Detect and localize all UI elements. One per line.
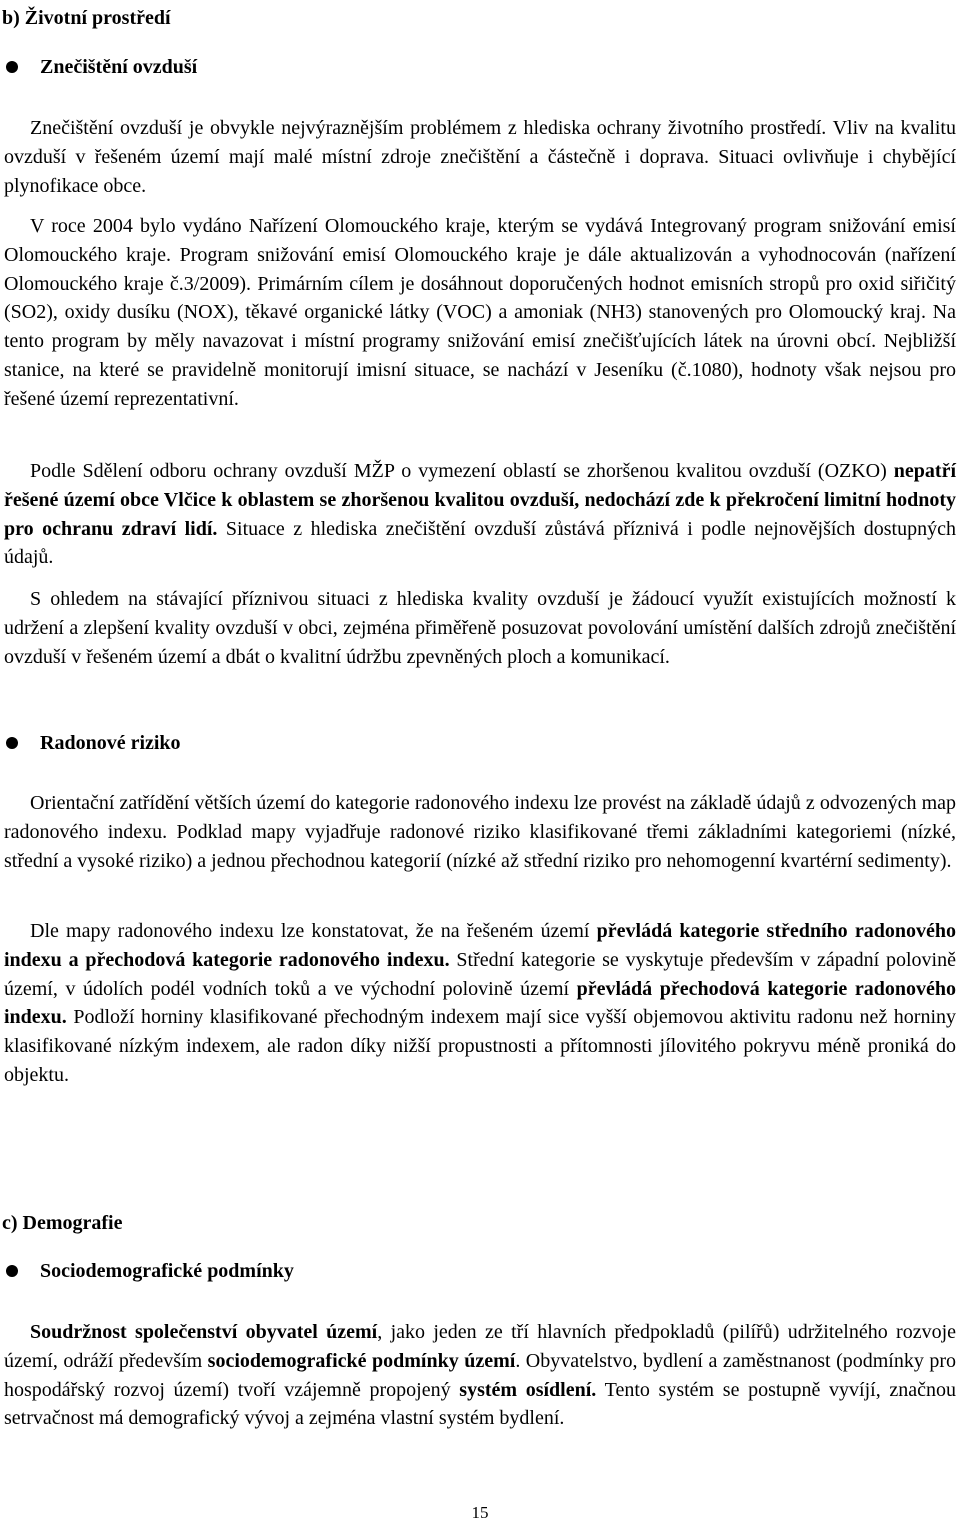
radon-paragraph-1: Orientační zatřídění větších území do kategorie radonového indexu lze provést na základě údajů z odvozených map radonového indexu. Podklad mapy vyjadřuje radonové riziko klasifikované třemi základními kategoriemi (nízké, střední a vysoké riziko) a jednou přechodnou kategorií (nízké až střední riziko pro nehomogenní kvartérní sedimenty).	[4, 792, 956, 872]
section-c-title: c) Demografie	[2, 1212, 123, 1234]
socio-paragraph-1	[4, 1318, 956, 1433]
air-p3-bold: nepatří řešené území obce Vlčice k oblastem se zhoršenou kvalitou ovzduší, nedochází zde k překročení limitní hodnoty pro ochranu zdraví lidí.	[4, 460, 956, 540]
radon-p2-bold-1: převládá kategorie středního radonového indexu a přechodová kategorie radonového indexu.	[4, 920, 956, 971]
radon-p2-text-a: Dle mapy radonového indexu lze konstatovat, že na řešeném území	[30, 920, 597, 942]
section-b-title: b) Životní prostředí	[2, 7, 171, 29]
socio-p1-bold-2: sociodemografické podmínky území	[207, 1349, 516, 1372]
air-pollution-heading: Znečištění ovzduší	[40, 56, 198, 78]
radon-heading: Radonové riziko	[40, 732, 181, 754]
air-paragraph-2: V roce 2004 bylo vydáno Nařízení Olomouckého kraje, kterým se vydává Integrovaný program snižování emisí Olomouckého kraje. Program snižování emisí Olomouckého kraje je dále aktualizován a vyhodnocován (nařízení Olomouckého kraje č.3/2009). Primárním cílem je dosáhnout doporučených hodnot emisních stropů pro oxid siřičitý (SO2), oxidy dusíku (NOX), těkavé organické látky (VOC) a amoniak (NH3) stanovených pro Olomoucký kraj. Na tento program by měly navazovat i místní programy snižování emisí znečišťujících látek na úrovni obcí. Nejbližší stanice, na které se pravidelně monitorují imisní situace, se nachází v Jeseníku (č.1080), hodnoty však nejsou pro řešené území reprezentativní.	[4, 215, 956, 410]
page-number: 15	[471, 1503, 489, 1522]
radon-paragraph-2	[4, 917, 956, 1090]
air-p3-text-a: Podle Sdělení odboru ochrany ovzduší MŽP o vymezení oblastí se zhoršenou kvalitou ovzduší (OZKO)	[30, 460, 894, 482]
air-paragraph-1: Znečištění ovzduší je obvykle nejvýraznějším problémem z hlediska ochrany životního prostředí. Vliv na kvalitu ovzduší v řešeném území mají malé místní zdroje znečištění a částečně i doprava. Situaci ovlivňuje i chybějící plynofikace obce.	[4, 117, 956, 197]
radon-p2-bold-2: převládá přechodová kategorie radonového indexu.	[4, 977, 956, 1029]
socio-p1-text-f: Tento systém se postupně vyvíjí, značnou setrvačnost má demografický vývoj a zejména vlastní systém bydlení.	[4, 1378, 956, 1430]
socio-p1-bold-3: systém osídlení.	[459, 1378, 597, 1401]
air-paragraph-3	[4, 457, 956, 572]
bullet-icon	[6, 1265, 18, 1277]
radon-p2-text-c: Střední kategorie se vyskytuje především v západní polovině území, v údolích podél vodních toků a ve východní polovině území	[4, 948, 956, 1000]
bullet-socio	[0, 1256, 960, 1286]
socio-p1-bold-1: Soudržnost společenství obyvatel území	[30, 1321, 378, 1343]
bullet-radon	[0, 728, 960, 758]
bullet-icon	[6, 737, 18, 749]
bullet-icon	[6, 61, 18, 73]
socio-p1-text-b: , jako jeden ze tří hlavních předpokladů (pilířů) udržitelného rozvoje území, odráží především	[4, 1321, 956, 1372]
radon-p2-text-e: Podloží horniny klasifikované přechodným indexem mají sice vyšší objemovou aktivitu radonu než horniny klasifikované nízkým indexem, ale radon díky nižší propustnosti a přítomnosti jílovitého pokryvu méně proniká do objektu.	[4, 1006, 956, 1086]
socio-heading: Sociodemografické podmínky	[40, 1260, 294, 1282]
air-p3-text-c: Situace z hlediska znečištění ovzduší zůstává příznivá i podle nejnovějších dostupných údajů.	[4, 517, 956, 569]
air-paragraph-4: S ohledem na stávající příznivou situaci z hlediska kvality ovzduší je žádoucí využít existujících možností k udržení a zlepšení kvality ovzduší v obci, zejména přiměřeně posuzovat povolování umístění dalších zdrojů znečištění ovzduší v řešeném území a dbát o kvalitní údržbu zpevněných ploch a komunikací.	[4, 588, 956, 668]
socio-p1-text-d: . Obyvatelstvo, bydlení a zaměstnanost (podmínky pro hospodářský rozvoj území) tvoří vzájemně propojený	[4, 1349, 956, 1401]
bullet-air-pollution	[0, 52, 960, 82]
